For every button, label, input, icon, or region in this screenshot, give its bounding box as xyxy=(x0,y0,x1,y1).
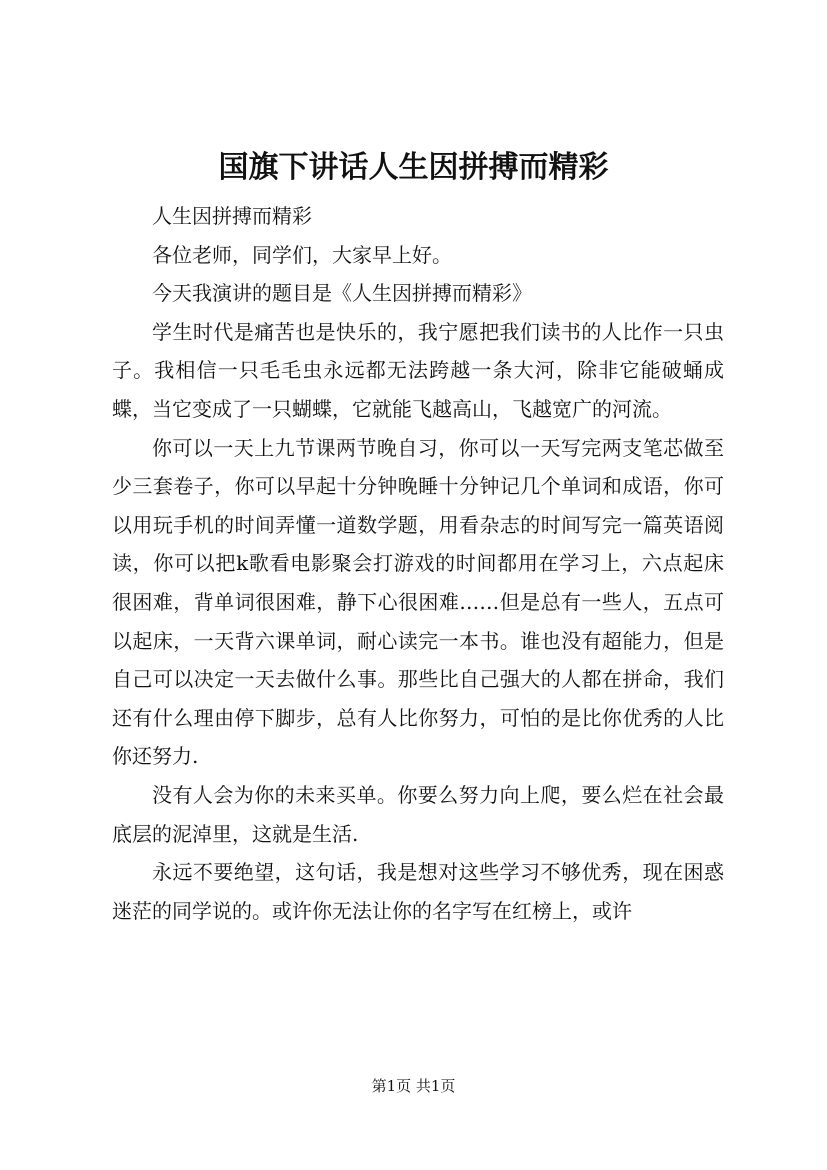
paragraph-2: 你可以一天上九节课两节晚自习，你可以一天写完两支笔芯做至少三套卷子，你可以早起十分钟晚睡十分钟记几个单词和成语，你可以用玩手机的时间弄懂一道数学题，用看杂志的时间写完一篇英语阅读，你可以把k歌看电影聚会打游戏的时间都用在学习上，六点起床很困难，背单词很困难，静下心很困难……但是总有一些人，五点可以起床，一天背六课单词，耐心读完一本书。谁也没有超能力，但是自己可以决定一天去做什么事。那些比自己强大的人都在拼命，我们还有什么理由停下脚步，总有人比你努力，可怕的是比你优秀的人比你还努力. xyxy=(112,435,724,769)
document-title: 国旗下讲话人生因拼搏而精彩 xyxy=(218,150,609,185)
page-footer: 第1页 共1页 xyxy=(371,1077,456,1095)
paragraph-4: 永远不要绝望，这句话，我是想对这些学习不够优秀，现在困惑迷茫的同学说的。或许你无法让你的名字写在红榜上，或许 xyxy=(112,860,724,923)
paragraph-topic: 今天我演讲的题目是《人生因拼搏而精彩》 xyxy=(152,281,532,306)
paragraph-3: 没有人会为你的未来买单。你要么努力向上爬，要么烂在社会最底层的泥淖里，这就是生活. xyxy=(112,782,724,846)
paragraph-subtitle: 人生因拼搏而精彩 xyxy=(152,204,312,228)
document-body xyxy=(112,197,724,930)
paragraph-1: 学生时代是痛苦也是快乐的，我宁愿把我们读书的人比作一只虫子。我相信一只毛毛虫永远都无法跨越一条大河，除非它能破蛹成蝶，当它变成了一只蝴蝶，它就能飞越高山，飞越宽广的河流。 xyxy=(112,319,724,421)
paragraph-greeting: 各位老师，同学们，大家早上好。 xyxy=(152,242,452,267)
